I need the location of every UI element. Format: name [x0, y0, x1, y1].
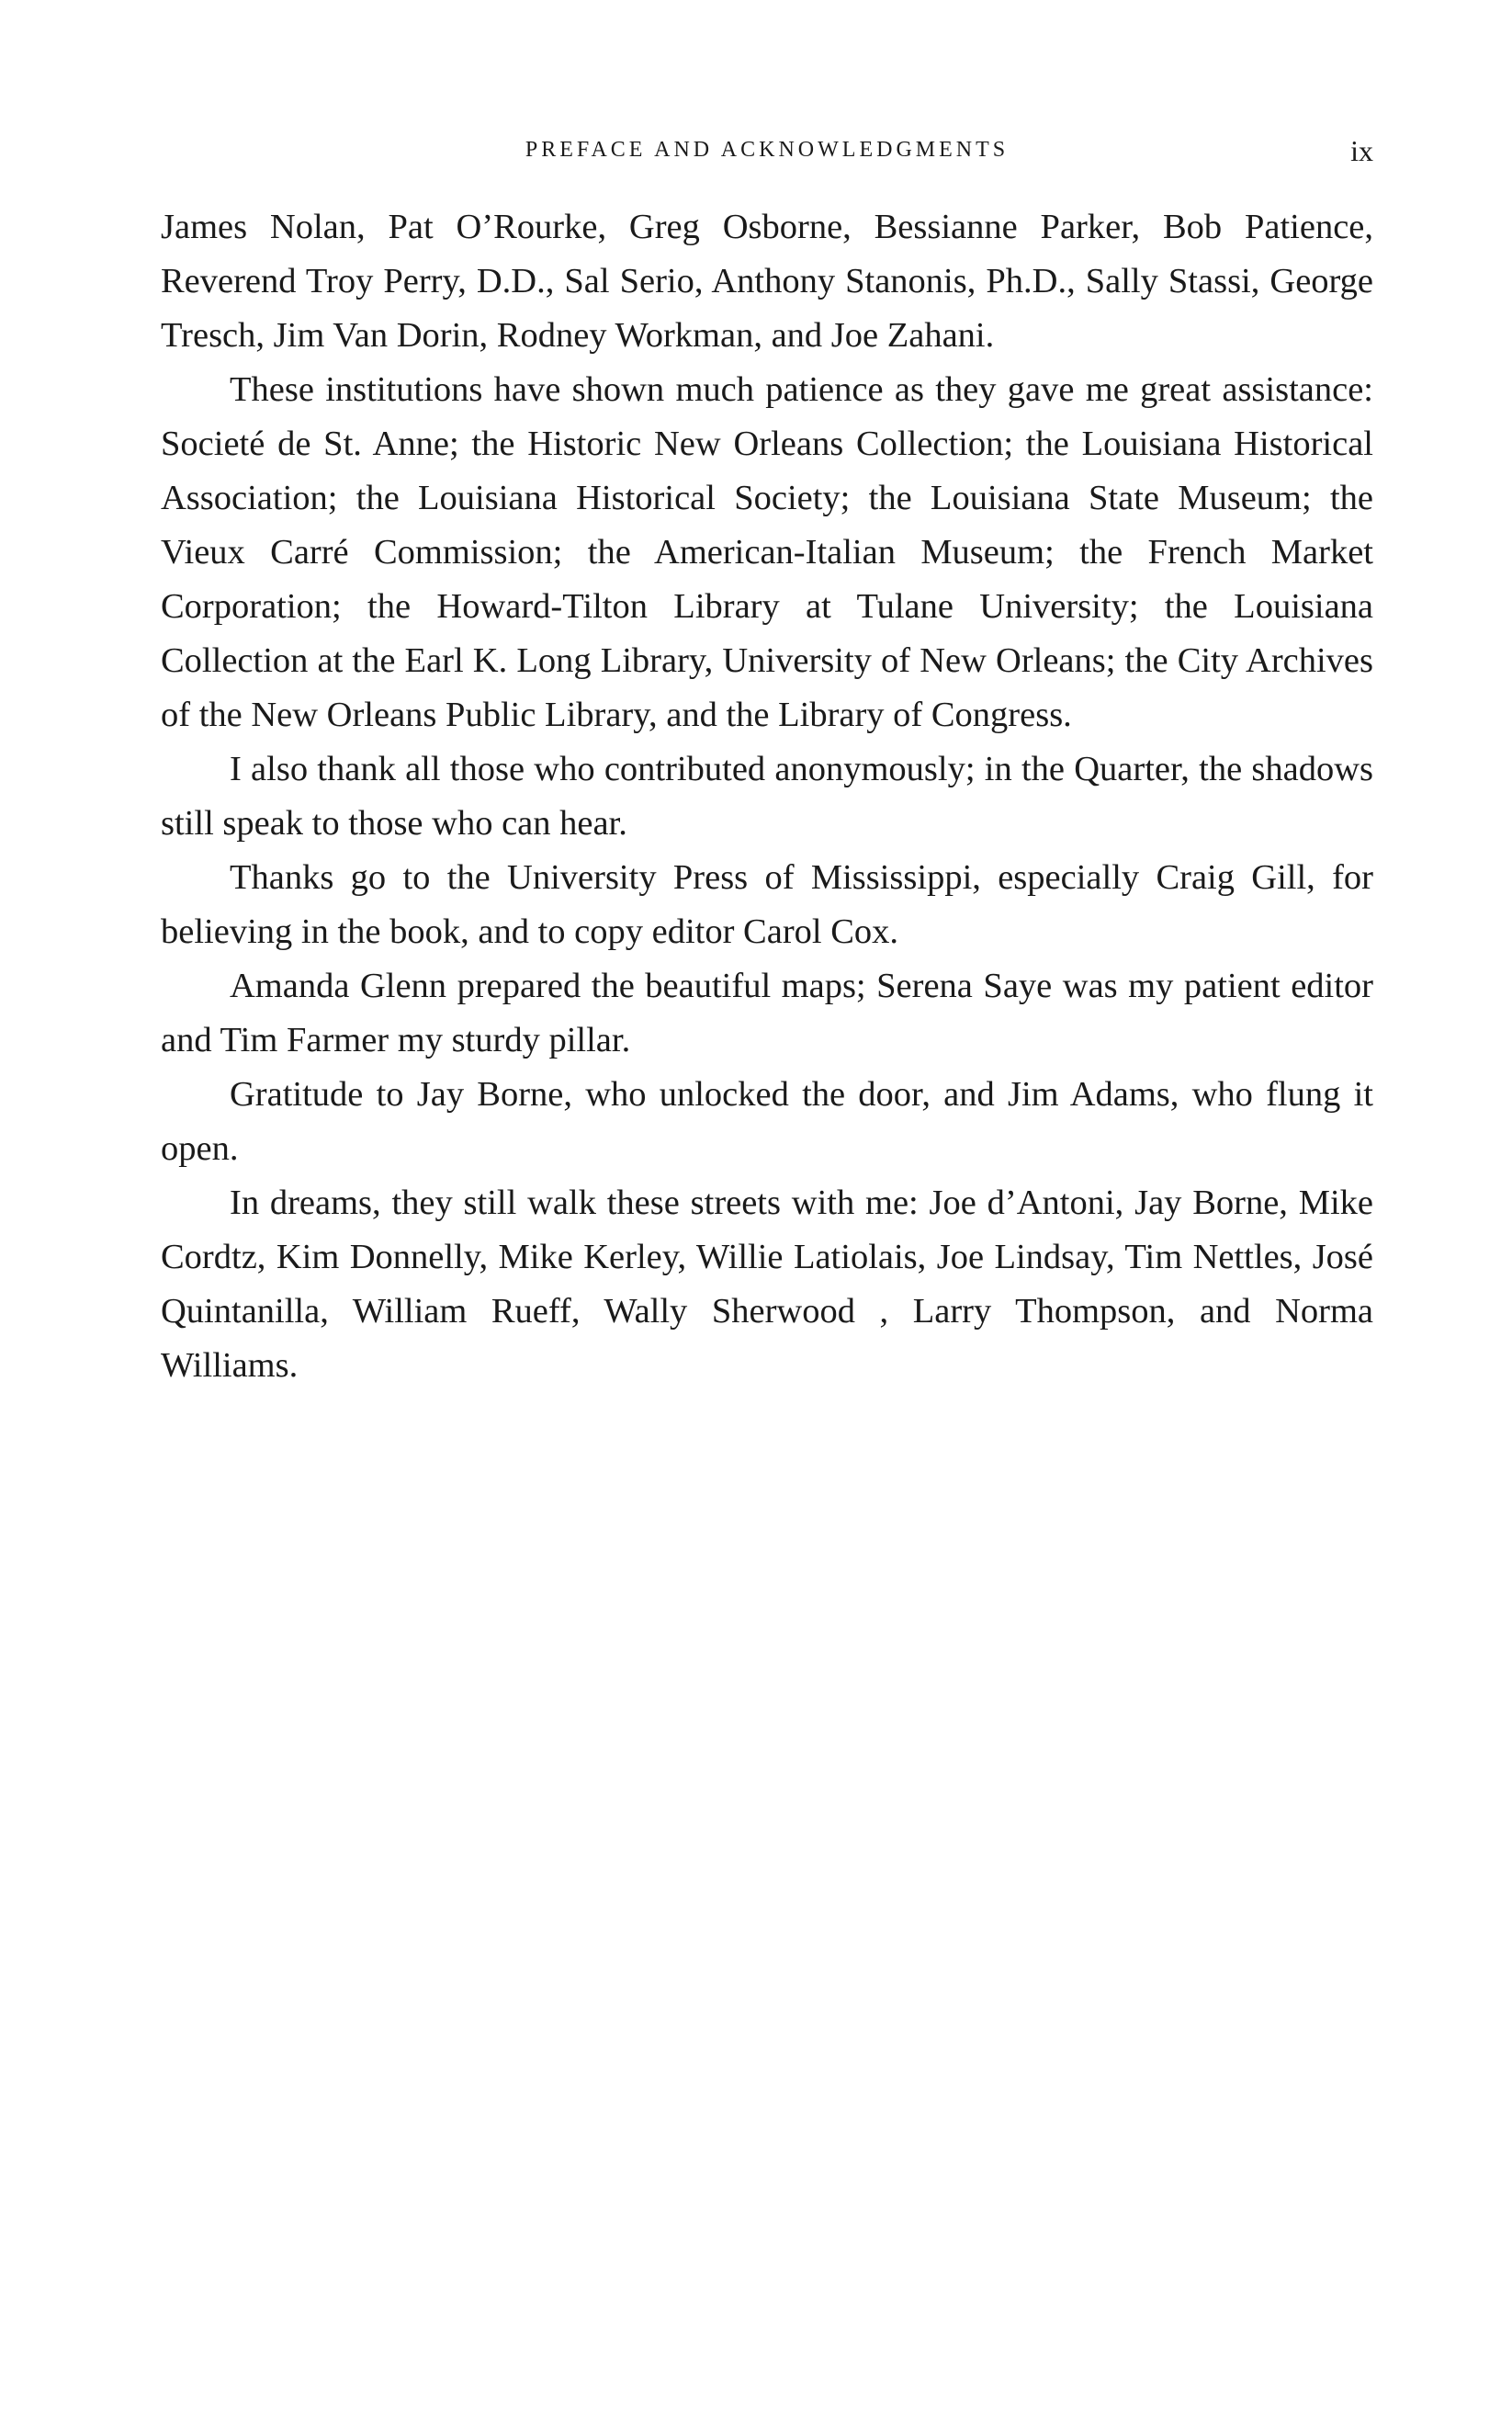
paragraph-continued: James Nolan, Pat O’Rourke, Greg Osborne, Bessianne Parker, Bob Patience, Reverend Troy Perry, D.D., Sal Serio, Anthony Stanonis, Ph.D., Sally Stassi, George Tresch, Jim Van Dorin, Rodney Workman, and Joe Zahani. — [161, 208, 1373, 355]
paragraph-gratitude: Gratitude to Jay Borne, who unlocked the door, and Jim Adams, who flung it open. — [161, 1075, 1373, 1168]
running-title: PREFACE AND ACKNOWLEDGMENTS — [525, 138, 1010, 162]
paragraph-dreams: In dreams, they still walk these streets with me: Joe d’Antoni, Jay Borne, Mike Cordtz, Kim Donnelly, Mike Kerley, Willie Latiolais, Joe Lindsay, Tim Nettles, José Quintanilla, William Rueff, Wally Sherwood , Larry Thompson, and Norma Williams. — [161, 1184, 1373, 1385]
body-text — [161, 200, 1373, 1393]
running-head — [161, 134, 1373, 175]
paragraph-maps: Amanda Glenn prepared the beautiful maps; Serena Saye was my patient editor and Tim Farmer my sturdy pillar. — [161, 967, 1373, 1059]
paragraph-press: Thanks go to the University Press of Mississippi, especially Craig Gill, for believing in the book, and to copy editor Carol Cox. — [161, 858, 1373, 951]
paragraph-institutions: These institutions have shown much patience as they gave me great assistance: Societé de St. Anne; the Historic New Orleans Collection; the Louisiana Historical Association; the Louisiana Historical Society; the Louisiana State Museum; the Vieux Carré Commission; the American-Italian Museum; the French Market Corporation; the Howard-Tilton Library at Tulane University; the Louisiana Collection at the Earl K. Long Library, University of New Orleans; the City Archives of the New Orleans Public Library, and the Library of Congress. — [161, 370, 1373, 734]
page-number: ix — [1350, 134, 1373, 167]
paragraph-anonymous: I also thank all those who contributed anonymously; in the Quarter, the shadows still speak to those who can hear. — [161, 750, 1373, 843]
